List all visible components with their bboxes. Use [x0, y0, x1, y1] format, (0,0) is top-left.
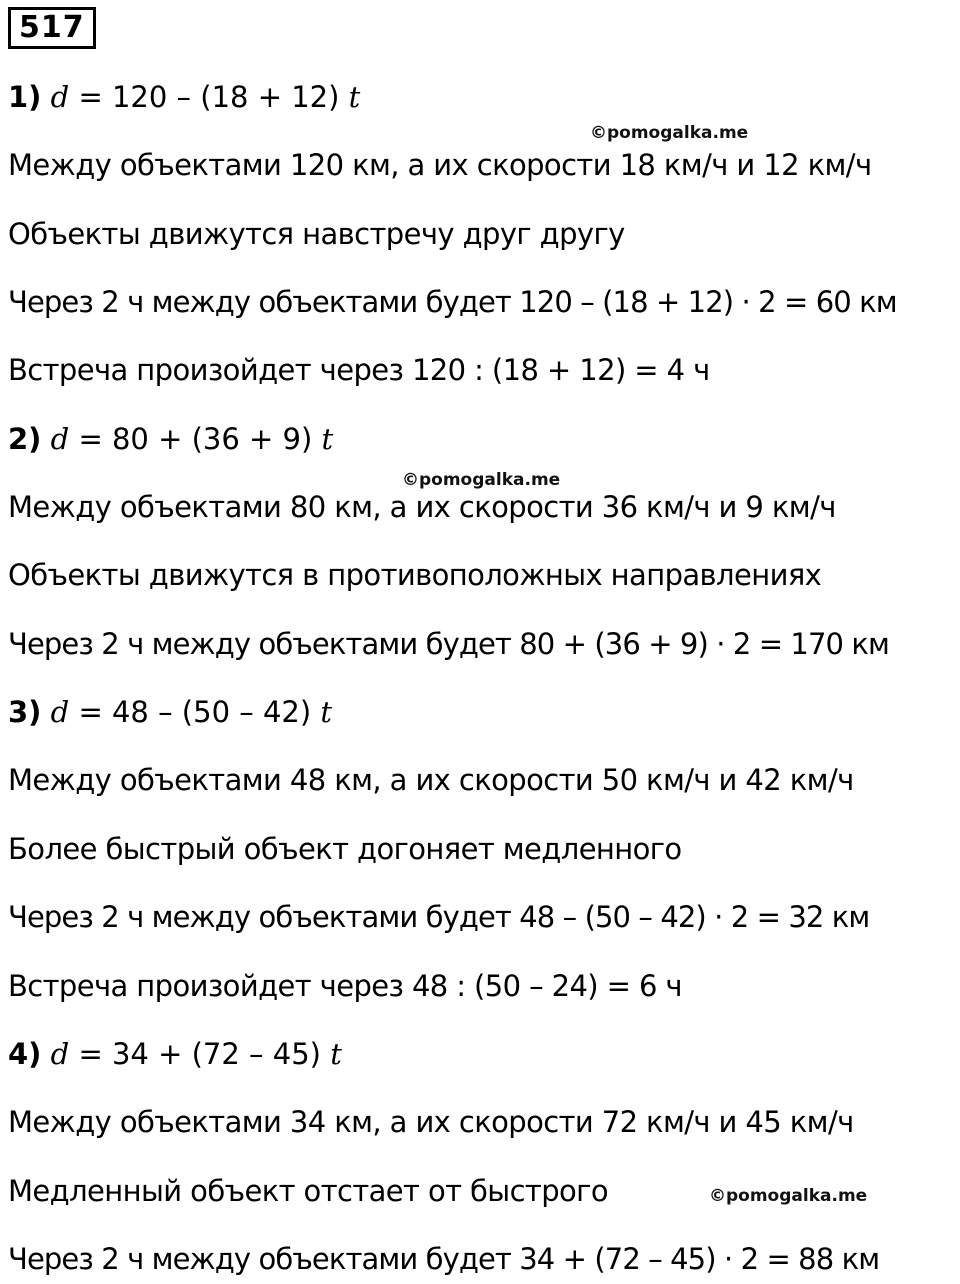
part-number: 1) [8, 80, 42, 114]
text-line: Через 2 ч между объектами будет 48 – (50 – 42) · 2 = 32 км [8, 900, 870, 934]
text-line: Медленный объект отстает от быстрого [8, 1174, 608, 1208]
watermark: ©pomogalka.me [402, 470, 561, 490]
formula-2 [8, 419, 333, 459]
text-line: Объекты движутся в противоположных направлениях [8, 558, 822, 592]
text-line: Встреча произойдет через 48 : (50 – 24) = 6 ч [8, 969, 682, 1003]
formula-expression: = 34 + (72 – 45) [78, 1037, 321, 1071]
watermark: ©pomogalka.me [590, 123, 749, 143]
text-line: Более быстрый объект догоняет медленного [8, 832, 682, 866]
part-number: 3) [8, 695, 42, 729]
text-line: Встреча произойдет через 120 : (18 + 12) = 4 ч [8, 353, 710, 387]
text-line: Между объектами 80 км, а их скорости 36 км/ч и 9 км/ч [8, 490, 836, 524]
formula-4 [8, 1034, 342, 1074]
formula-1 [8, 77, 360, 117]
variable-t: t [320, 695, 333, 729]
variable-d: d [50, 1037, 70, 1071]
task-number: 517 [8, 7, 96, 49]
watermark: ©pomogalka.me [709, 1186, 868, 1206]
formula-expression: = 80 + (36 + 9) [78, 422, 313, 456]
text-line: Между объектами 120 км, а их скорости 18 км/ч и 12 км/ч [8, 148, 872, 182]
variable-d: d [50, 695, 70, 729]
variable-t: t [321, 422, 334, 456]
variable-t: t [348, 80, 361, 114]
text-line: Через 2 ч между объектами будет 120 – (18 + 12) · 2 = 60 км [8, 285, 897, 319]
text-line: Через 2 ч между объектами будет 34 + (72 – 45) · 2 = 88 км [8, 1242, 880, 1276]
text-line: Между объектами 48 км, а их скорости 50 км/ч и 42 км/ч [8, 763, 854, 797]
part-number: 2) [8, 422, 42, 456]
formula-expression: = 120 – (18 + 12) [78, 80, 340, 114]
text-line: Через 2 ч между объектами будет 80 + (36 + 9) · 2 = 170 км [8, 627, 889, 661]
formula-3 [8, 692, 332, 732]
variable-d: d [50, 80, 70, 114]
variable-d: d [50, 422, 70, 456]
part-number: 4) [8, 1037, 42, 1071]
variable-t: t [330, 1037, 342, 1071]
text-line: Между объектами 34 км, а их скорости 72 км/ч и 45 км/ч [8, 1105, 854, 1139]
text-line: Объекты движутся навстречу друг другу [8, 217, 625, 251]
formula-expression: = 48 – (50 – 42) [78, 695, 312, 729]
